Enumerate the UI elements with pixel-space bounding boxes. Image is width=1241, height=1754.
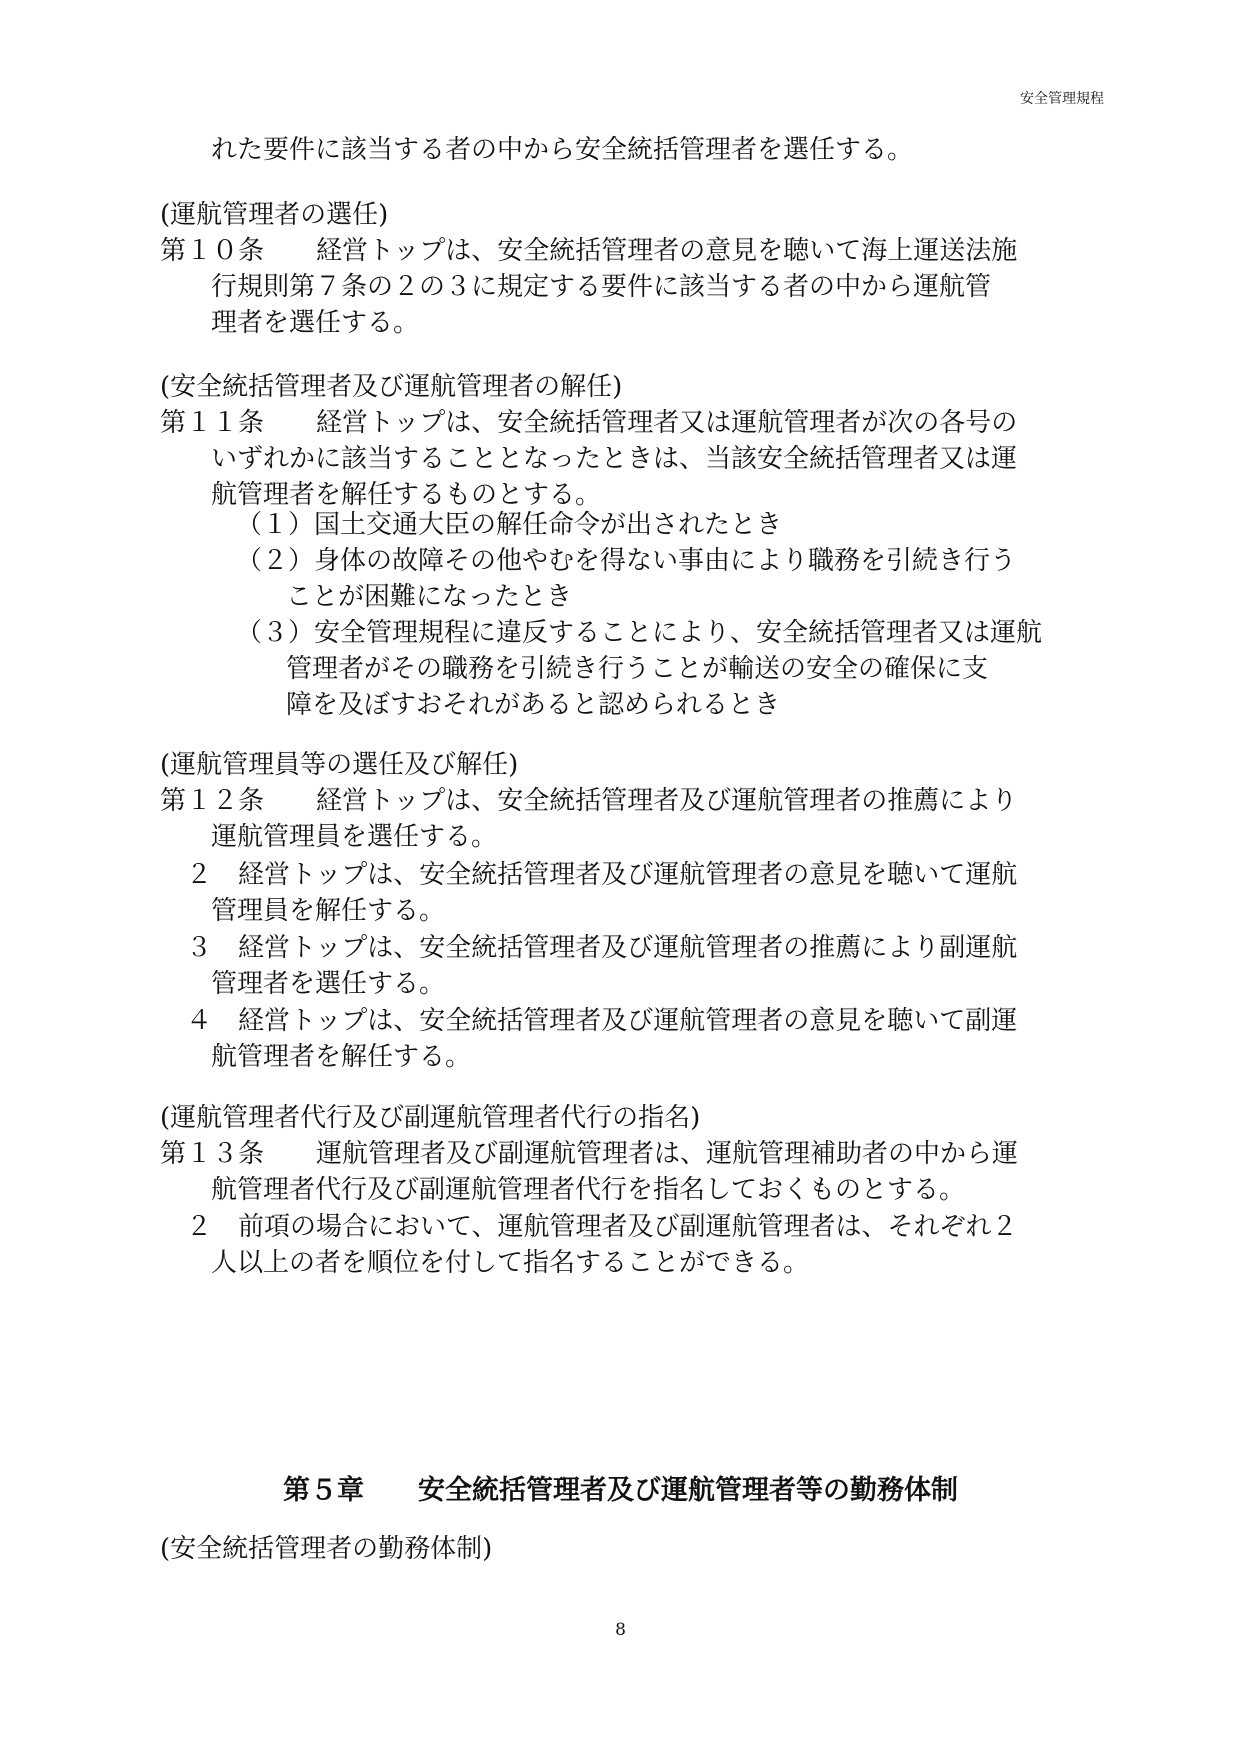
article-11-item-3: （３）安全管理規程に違反することにより、安全統括管理者又は運航 (236, 618, 1043, 648)
article-11-item-1: （１）国土交通大臣の解任命令が出されたとき (236, 510, 783, 540)
article-12-para-2-cont: 管理員を解任する。 (211, 896, 446, 926)
document-title-header: 安全管理規程 (1020, 91, 1104, 107)
article-heading-11: (安全統括管理者及び運航管理者の解任) (160, 372, 623, 402)
article-12-para-4-cont: 航管理者を解任する。 (211, 1042, 472, 1072)
article-12-para-2: ２ 経営トップは、安全統括管理者及び運航管理者の意見を聴いて運航 (186, 860, 1018, 890)
article-12-line: 運航管理員を選任する。 (211, 822, 498, 852)
text-line: れた要件に該当する者の中から安全統括管理者を選任する。 (211, 135, 914, 165)
article-13-line: 第１３条 運航管理者及び副運航管理者は、運航管理補助者の中から運 (160, 1139, 1019, 1169)
article-heading-10: (運航管理者の選任) (160, 200, 389, 230)
article-10-line: 行規則第７条の２の３に規定する要件に該当する者の中から運航管 (211, 272, 992, 302)
chapter-heading: 第５章 安全統括管理者及び運航管理者等の勤務体制 (283, 1475, 958, 1506)
article-11-item-2-cont: ことが困難になったとき (286, 582, 573, 612)
article-13-para-2-cont: 人以上の者を順位を付して指名することができる。 (211, 1248, 810, 1278)
article-heading-13: (運航管理者代行及び副運航管理者代行の指名) (160, 1103, 701, 1133)
article-heading-12: (運航管理員等の選任及び解任) (160, 750, 519, 780)
article-10-line: 理者を選任する。 (211, 308, 420, 338)
article-12-para-3: ３ 経営トップは、安全統括管理者及び運航管理者の推薦により副運航 (186, 933, 1018, 963)
section-heading: (安全統括管理者の勤務体制) (160, 1534, 493, 1564)
article-13-line: 航管理者代行及び副運航管理者代行を指名しておくものとする。 (211, 1175, 966, 1205)
article-12-line: 第１２条 経営トップは、安全統括管理者及び運航管理者の推薦により (160, 786, 1018, 816)
article-11-line: いずれかに該当することとなったときは、当該安全統括管理者又は運 (211, 444, 1018, 474)
article-13-para-2: ２ 前項の場合において、運航管理者及び副運航管理者は、それぞれ２ (186, 1212, 1018, 1242)
article-11-item-2: （２）身体の故障その他やむを得ない事由により職務を引続き行う (236, 546, 1017, 576)
article-10-line: 第１０条 経営トップは、安全統括管理者の意見を聴いて海上運送法施 (160, 236, 1018, 266)
article-11-line: 第１１条 経営トップは、安全統括管理者又は運航管理者が次の各号の (160, 408, 1018, 438)
page-number: 8 (615, 1620, 626, 1640)
article-12-para-4: ４ 経営トップは、安全統括管理者及び運航管理者の意見を聴いて副運 (186, 1006, 1018, 1036)
article-11-item-3-cont: 障を及ぼすおそれがあると認められるとき (286, 690, 781, 720)
article-11-line: 航管理者を解任するものとする。 (211, 480, 602, 510)
article-11-item-3-cont: 管理者がその職務を引続き行うことが輸送の安全の確保に支 (286, 654, 989, 684)
article-12-para-3-cont: 管理者を選任する。 (211, 969, 446, 999)
